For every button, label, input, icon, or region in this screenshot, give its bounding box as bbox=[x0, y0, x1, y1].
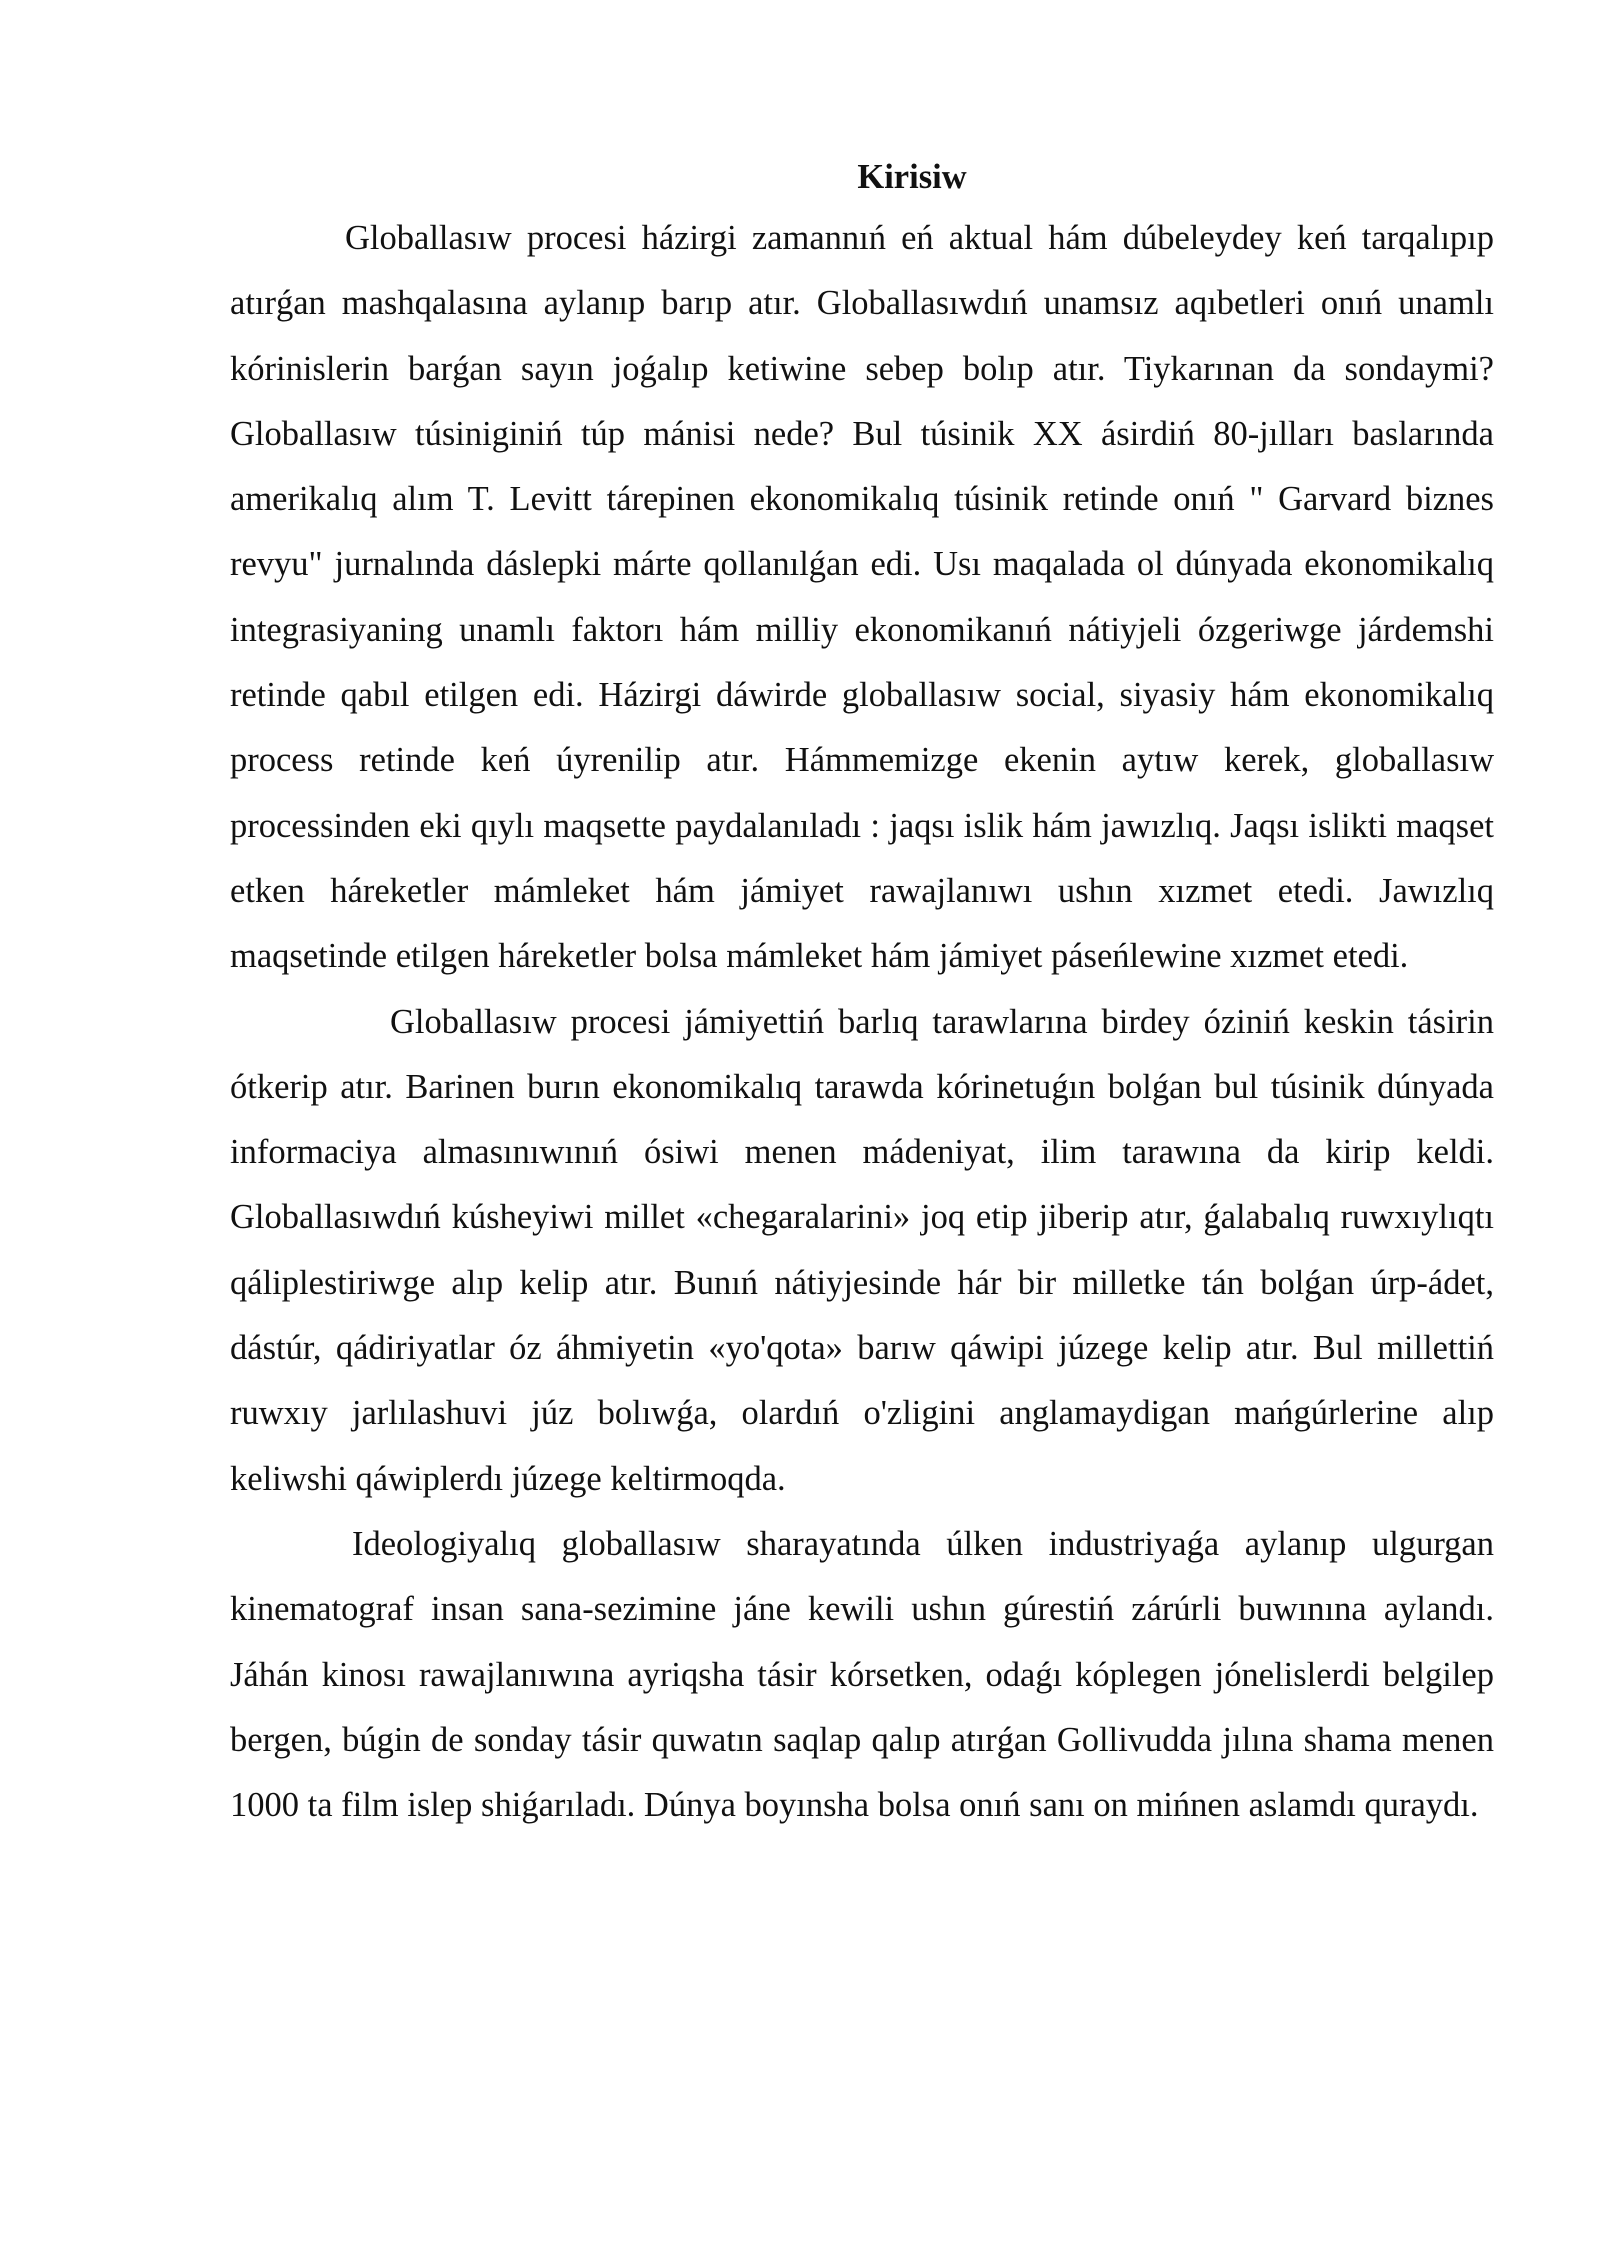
paragraph-1: Globallasıw procesi házirgi zamannıń eń aktual hám dúbeleydey keń tarqalıpıp atırǵan mashqalasına aylanıp barıp atır. Globallasıwdıń unamsız aqıbetleri onıń unamlı kórinislerin barǵan sayın joǵalıp ketiwine sebep bolıp atır. Tiykarınan da sondaymi? Globallasıw túsiniginiń túp mánisi nede? Bul túsinik XX ásirdiń 80-jılları baslarında amerikalıq alım T. Levitt tárepinen ekonomikalıq túsinik retinde onıń " Garvard biznes revyu" jurnalında dáslepki márte qollanılǵan edi. Usı maqalada ol dúnyada ekonomikalıq integrasiyaning unamlı faktorı hám milliy ekonomikanıń nátiyjeli ózgeriwge járdemshi retinde qabıl etilgen edi. Házirgi dáwirde globallasıw social, siyasiy hám ekonomikalıq process retinde keń úyrenilip atır. Hámmemizge ekenin aytıw kerek, globallasıw processinden eki qıylı maqsette paydalanıladı : jaqsı islik hám jawızlıq. Jaqsı islikti maqset etken háreketler mámleket hám jámiyet rawajlanıwı ushın xızmet etedi. Jawızlıq maqsetinde etilgen háreketler bolsa mámleket hám jámiyet páseńlewine xızmet etedi. bbox=[230, 219, 1494, 976]
paragraph-3: Ideologiyalıq globallasıw sharayatında úlken industriyaǵa aylanıp ulgurgan kinematograf insan sana-sezimine jáne kewili ushın gúrestiń zárúrli buwınına aylandı. Jáhán kinosı rawajlanıwına ayriqsha tásir kórsetken, odaǵı kóplegen jónelislerdi belgilep bergen, búgin de sonday tásir quwatın saqlap qalıp atırǵan Gollivudda jılına shama menen 1000 ta film islep shiǵarıladı. Dúnya boyınsha bolsa onıń sanı on mińnen aslamdı quraydı. bbox=[230, 1524, 1494, 1825]
document-title: Kirisiw bbox=[857, 158, 967, 196]
paragraph-2: Globallasıw procesi jámiyettiń barlıq tarawlarına birdey óziniń keskin tásirin ótkerip atır. Barinen burın ekonomikalıq tarawda kórinetuǵın bolǵan bul túsinik dúnyada informaciya almasınıwınıń ósiwi menen mádeniyat, ilim tarawına da kirip keldi. Globallasıwdıń kúsheyiwi millet «chegaralarini» joq etip jiberip atır, ǵalabalıq ruwxıylıqtı qáliplestiriwge alıp kelip atır. Bunıń nátiyjesinde hár bir milletke tán bolǵan úrp-ádet, dástúr, qádiriyatlar óz áhmiyetin «yo'qota» barıw qáwipi júzege kelip atır. Bul millettiń ruwxıy jarlılashuvi júz bolıwǵa, olardıń o'zligini anglamaydigan mańgúrlerine alıp keliwshi qáwiplerdı júzege keltirmoqda. bbox=[230, 1002, 1494, 1498]
document-body bbox=[230, 148, 1494, 1838]
